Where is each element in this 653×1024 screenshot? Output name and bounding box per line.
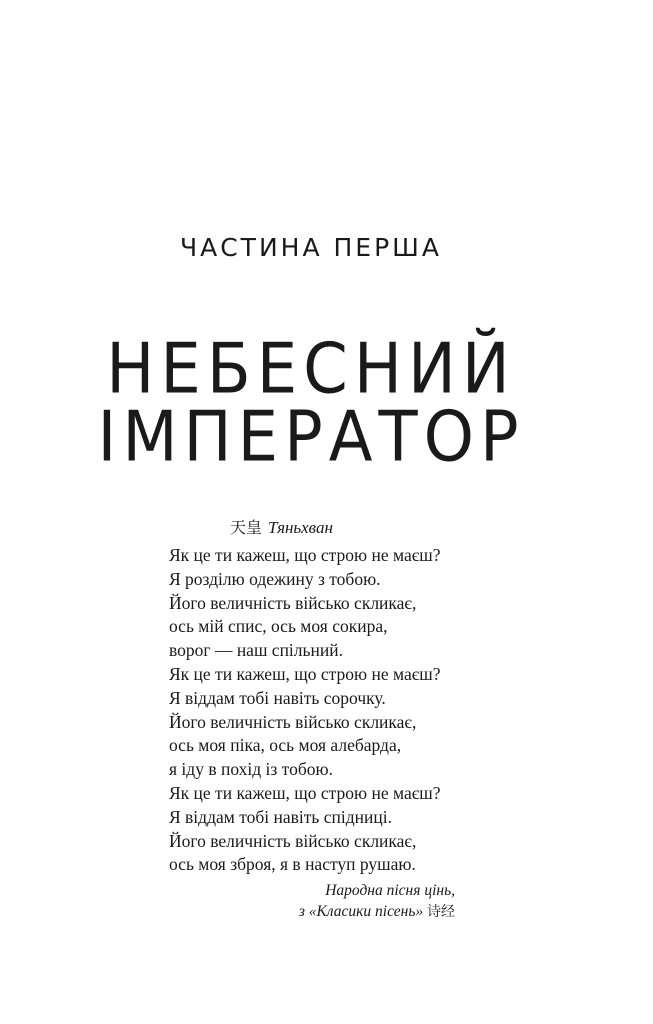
- source-line-1: Народна пісня цінь,: [325, 882, 455, 899]
- poem-line: Як це ти кажеш, що строю не маєш?: [169, 663, 441, 684]
- source-hanzi: 诗经: [427, 904, 455, 920]
- poem-source: [299, 880, 455, 923]
- poem-line: Його величність військо скликає,: [169, 592, 417, 613]
- poem-line: Я віддам тобі навіть сорочку.: [169, 687, 386, 708]
- part-label: ЧАСТИНА ПЕРША: [179, 233, 443, 262]
- chapter-title-line-1: НЕБЕСНИЙ: [106, 330, 516, 410]
- poem-line: ворог — наш спільний.: [169, 640, 343, 661]
- poem: [169, 544, 440, 877]
- poem-line: ось моя піка, ось моя алебарда,: [169, 735, 402, 756]
- poem-line: ось мій спис, ось моя сокира,: [169, 616, 388, 637]
- epigraph-transliteration: Тяньхван: [268, 518, 333, 537]
- chapter-title-line-2: ІМПЕРАТОР: [97, 398, 525, 478]
- poem-line: Я віддам тобі навіть спідниці.: [169, 806, 392, 827]
- poem-line: ось моя зброя, я в наступ рушаю.: [169, 854, 416, 875]
- source-line-2: [299, 901, 455, 923]
- poem-line: Його величність військо скликає,: [169, 711, 417, 732]
- source-book: з «Класики пісень»: [298, 903, 424, 920]
- poem-line: Як це ти кажеш, що строю не маєш?: [169, 782, 441, 803]
- poem-line: Його величність військо скликає,: [169, 830, 417, 851]
- poem-line: Я розділю одежину з тобою.: [169, 568, 381, 589]
- epigraph-hanzi: 天皇: [230, 518, 263, 537]
- poem-line: Як це ти кажеш, що строю не маєш?: [169, 545, 441, 565]
- poem-line: я іду в похід із тобою.: [169, 759, 333, 780]
- epigraph-heading: [230, 515, 333, 538]
